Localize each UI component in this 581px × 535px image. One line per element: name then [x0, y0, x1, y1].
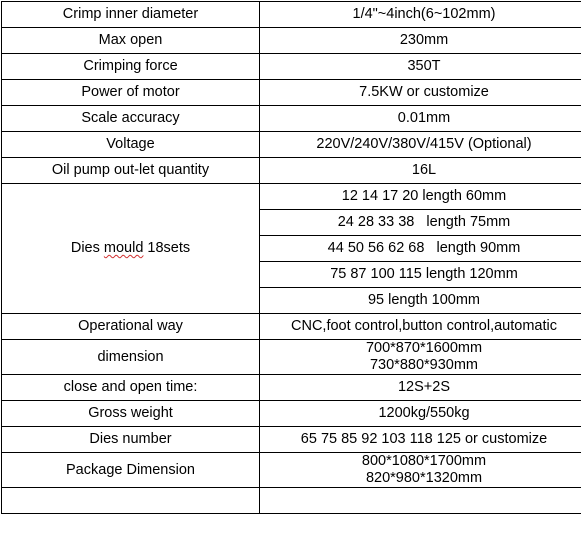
label-crimping-force: Crimping force: [2, 54, 260, 80]
table-row: [2, 158, 581, 184]
table-row-empty: [2, 488, 581, 514]
table-row: [2, 401, 581, 427]
value-crimping-force: 350T: [260, 54, 581, 80]
spellcheck-flagged-word: mould: [103, 240, 144, 256]
table-row: [2, 340, 581, 375]
table-row: [2, 80, 581, 106]
label-close-open-time: close and open time:: [2, 375, 260, 401]
value-dimension: [260, 340, 581, 375]
empty-cell: [2, 488, 260, 514]
table-row: [2, 314, 581, 340]
value-package-dimension-line-1: 800*1080*1700mm: [361, 453, 487, 469]
table-row: [2, 184, 581, 210]
value-dimension-line-1: 700*870*1600mm: [365, 340, 483, 356]
label-crimp-inner-diameter: Crimp inner diameter: [2, 2, 260, 28]
value-oil-pump-outlet-quantity: 16L: [260, 158, 581, 184]
label-dimension: dimension: [2, 340, 260, 375]
value-gross-weight: 1200kg/550kg: [260, 401, 581, 427]
table-row: [2, 427, 581, 453]
empty-cell: [260, 488, 581, 514]
value-voltage: 220V/240V/380V/415V (Optional): [260, 132, 581, 158]
label-dies-mould-after: 18sets: [143, 240, 191, 256]
value-power-of-motor: 7.5KW or customize: [260, 80, 581, 106]
label-dies-mould: [2, 184, 260, 314]
value-crimp-inner-diameter: 1/4"~4inch(6~102mm): [260, 2, 581, 28]
value-package-dimension: [260, 453, 581, 488]
label-operational-way: Operational way: [2, 314, 260, 340]
label-package-dimension: Package Dimension: [2, 453, 260, 488]
table-row: [2, 132, 581, 158]
label-voltage: Voltage: [2, 132, 260, 158]
label-scale-accuracy: Scale accuracy: [2, 106, 260, 132]
value-dies-set-2: 24 28 33 38 length 75mm: [260, 210, 581, 236]
label-gross-weight: Gross weight: [2, 401, 260, 427]
table-row: [2, 375, 581, 401]
value-dies-number: 65 75 85 92 103 118 125 or customize: [260, 427, 581, 453]
value-package-dimension-line-2: 820*980*1320mm: [365, 470, 483, 486]
label-dies-number: Dies number: [2, 427, 260, 453]
label-max-open: Max open: [2, 28, 260, 54]
value-scale-accuracy: 0.01mm: [260, 106, 581, 132]
label-power-of-motor: Power of motor: [2, 80, 260, 106]
table-row: [2, 28, 581, 54]
value-dimension-line-2: 730*880*930mm: [369, 357, 479, 373]
value-operational-way: CNC,foot control,button control,automatic: [260, 314, 581, 340]
table-row: [2, 2, 581, 28]
value-max-open: 230mm: [260, 28, 581, 54]
table-row: [2, 54, 581, 80]
label-oil-pump-outlet-quantity: Oil pump out-let quantity: [2, 158, 260, 184]
value-dies-set-4: 75 87 100 115 length 120mm: [260, 262, 581, 288]
label-dies-mould-before: Dies: [70, 240, 104, 256]
specifications-table: [1, 1, 581, 514]
value-dies-set-3: 44 50 56 62 68 length 90mm: [260, 236, 581, 262]
table-row: [2, 453, 581, 488]
value-dies-set-1: 12 14 17 20 length 60mm: [260, 184, 581, 210]
table-row: [2, 106, 581, 132]
value-dies-set-5: 95 length 100mm: [260, 288, 581, 314]
value-close-open-time: 12S+2S: [260, 375, 581, 401]
